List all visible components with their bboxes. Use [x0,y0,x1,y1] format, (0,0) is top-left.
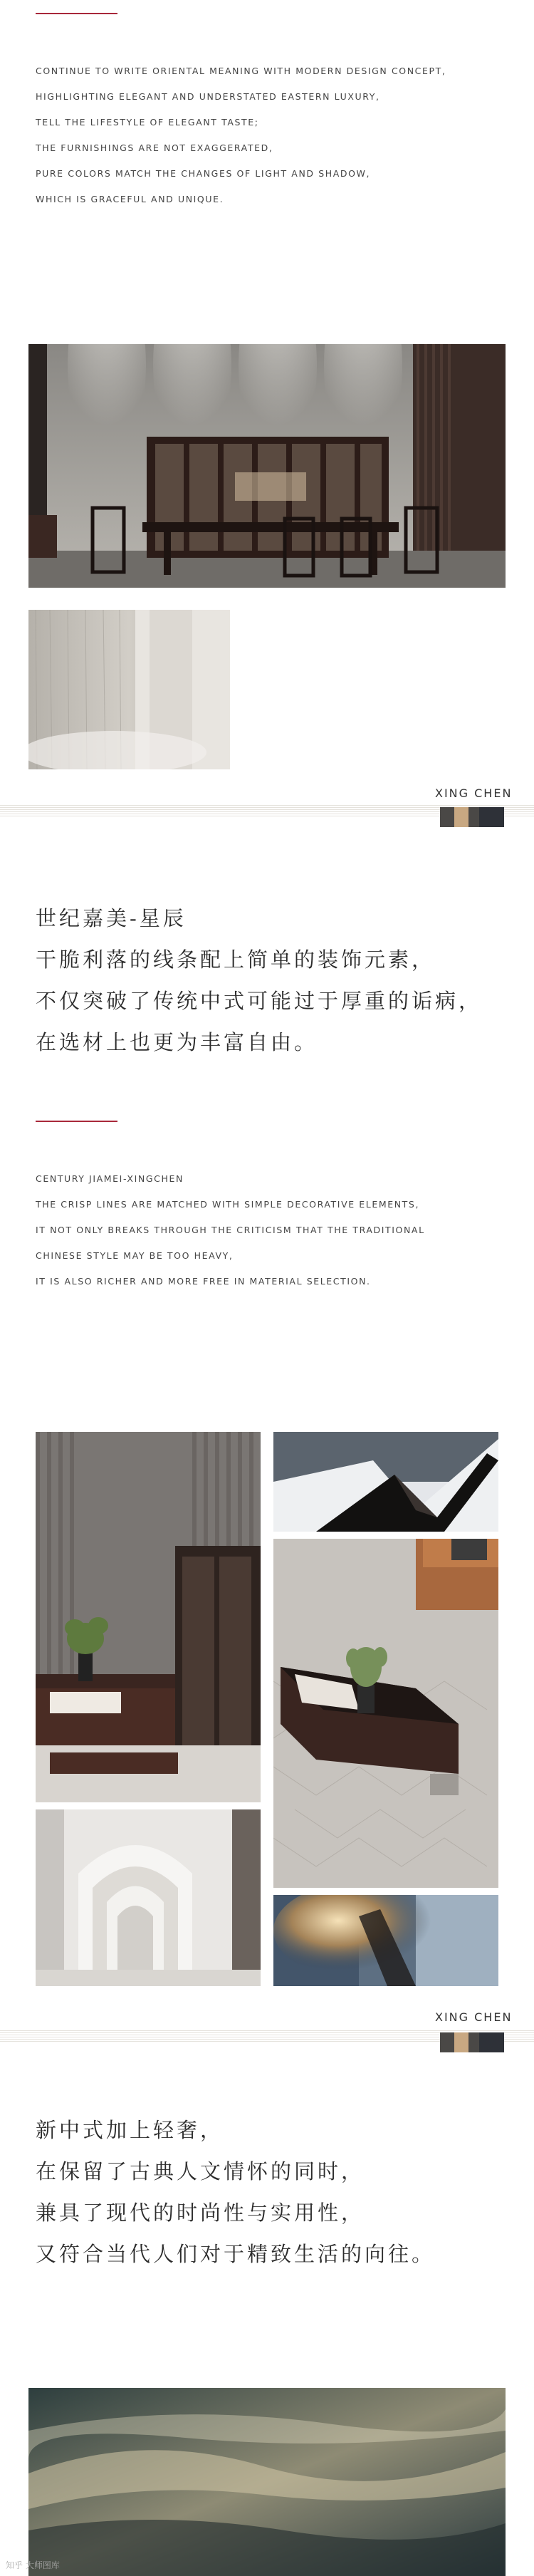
intro-line: PURE COLORS MATCH THE CHANGES OF LIGHT AND SHADOW, [36,168,371,179]
section2-cn-line: 在保留了古典人文情怀的同时， [36,2159,365,2183]
abstract-angles-image [273,1432,498,1532]
section2-cn-line: 新中式加上轻奢， [36,2118,224,2142]
intro-line: TELL THE LIFESTYLE OF ELEGANT TASTE; [36,117,259,128]
divider-thumbnail [440,2032,504,2052]
white-arches-image [36,1809,261,1986]
metallic-blur-image [273,1895,498,1986]
water-wave-image [28,2388,506,2576]
section1-cn-line: 干脆利落的线条配上简单的装饰元素， [36,947,436,972]
intro-line: WHICH IS GRACEFUL AND UNIQUE. [36,194,224,204]
intro-line: CONTINUE TO WRITE ORIENTAL MEANING WITH MODERN DESIGN CONCEPT, [36,66,446,76]
curved-stone-wall-image [28,610,230,769]
intro-english-text [36,58,446,212]
section-tag-xing-chen: XING CHEN [435,2010,513,2024]
section1-accent-line [36,1121,117,1122]
hero-dining-room-image [28,344,506,588]
top-accent-line [36,13,117,14]
section1-en-line: CENTURY JIAMEI-XINGCHEN [36,1173,184,1184]
section1-en-line: CHINESE STYLE MAY BE TOO HEAVY, [36,1250,234,1261]
section1-cn-line: 不仅突破了传统中式可能过于厚重的诟病， [36,989,483,1013]
section1-en-line: IT NOT ONLY BREAKS THROUGH THE CRITICISM THAT THE TRADITIONAL [36,1225,425,1235]
section1-english-text [36,1166,425,1294]
section2-cn-line: 兼具了现代的时尚性与实用性， [36,2201,365,2225]
section2-chinese-text [36,2109,435,2275]
section1-en-line: THE CRISP LINES ARE MATCHED WITH SIMPLE DECORATIVE ELEMENTS, [36,1199,420,1210]
section1-title: 世纪嘉美-星辰 [36,906,187,930]
intro-line: THE FURNISHINGS ARE NOT EXAGGERATED, [36,142,273,153]
section1-en-line: IT IS ALSO RICHER AND MORE FREE IN MATERIAL SELECTION. [36,1276,371,1287]
tall-cabinet-image [36,1432,261,1802]
section2-cn-line: 又符合当代人们对于精致生活的向往。 [36,2242,436,2266]
section1-cn-line: 在选材上也更为丰富自由。 [36,1030,318,1054]
section-tag-xing-chen: XING CHEN [435,786,513,800]
coffee-table-image [273,1539,498,1888]
divider-thumbnail [440,807,504,827]
section1-chinese-text [36,898,482,1063]
intro-line: HIGHLIGHTING ELEGANT AND UNDERSTATED EASTERN LUXURY, [36,91,380,102]
zhihu-watermark: 知乎 大师图库 [6,2560,60,2570]
